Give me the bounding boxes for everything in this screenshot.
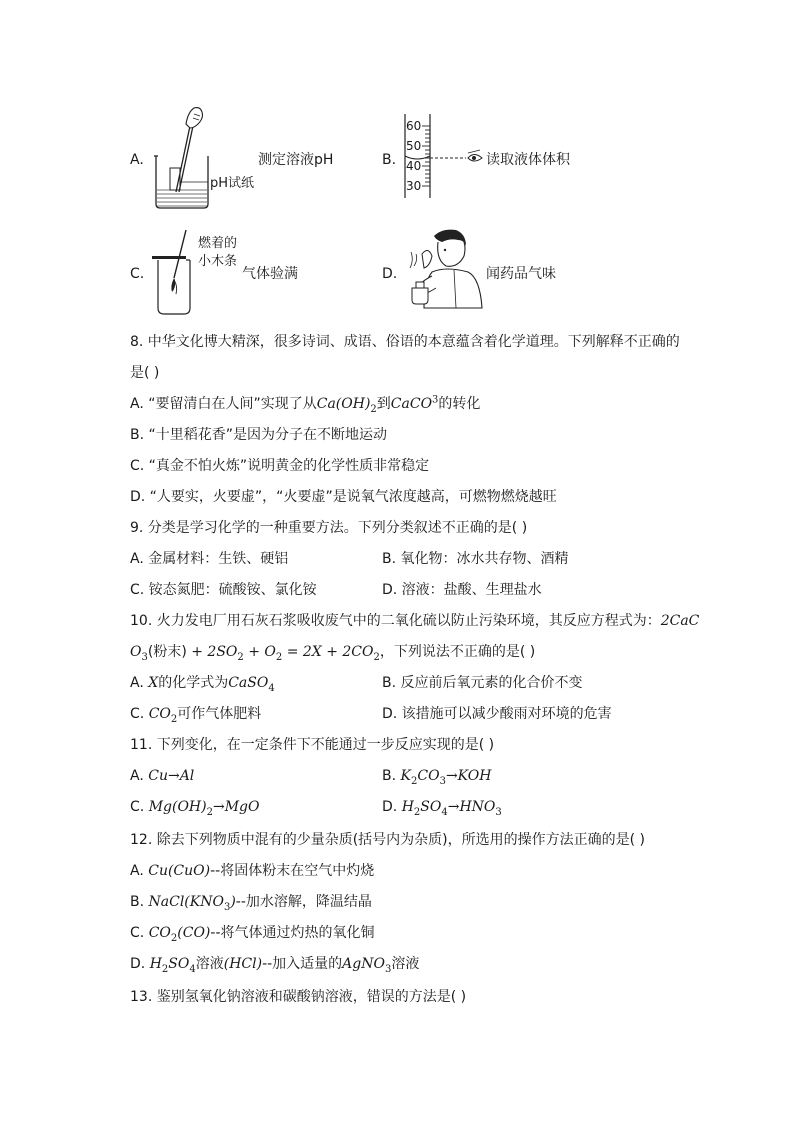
q10-option-c: C. $CO_2$可作气体肥料 [130, 706, 262, 725]
q10-stem-1: 10. 火力发电厂用石灰石浆吸收废气中的二氧化硫以防止污染环境，其反应方程式为：2CaC [130, 613, 700, 629]
option-b-caption: 读取液体体积 [486, 152, 570, 168]
q10-option-d: D. 该措施可以减少酸雨对环境的危害 [382, 706, 612, 722]
q11-stem: 11. 下列变化，在一定条件下不能通过一步反应实现的是( ) [130, 737, 495, 753]
q8-stem-1: 8. 中华文化博大精深，很多诗词、成语、俗语的本意蕴含着化学道理。下列解释不正确的 [130, 334, 680, 350]
q11-option-d: D. $H_2SO_4\to HNO_3$ [382, 799, 502, 818]
q9-option-b: B. 氧化物：冰水共存物、酒精 [382, 551, 569, 567]
option-a-caption: 测定溶液pH [258, 152, 334, 168]
q10-stem-2: $O_3$(粉末) + $2SO_2 + O_2 = 2X + 2CO_2$，下列说法不正确的是( ) [130, 644, 536, 663]
q12-stem: 12. 除去下列物质中混有的少量杂质(括号内为杂质)，所选用的操作方法正确的是( ) [130, 832, 646, 848]
option-b-letter: B. [382, 152, 397, 168]
ph-test-figure [150, 104, 260, 214]
q10-option-b: B. 反应前后氧元素的化合价不变 [382, 675, 583, 691]
q12-option-c: C. $CO_2(CO)--$将气体通过灼热的氧化铜 [130, 925, 375, 944]
burning-stick-label-1: 燃着的 [198, 236, 238, 251]
q8-option-a: A. “要留清白在人间”实现了从$Ca(OH)_2$到CaCO$^3$的转化 [130, 394, 481, 415]
option-d-letter: D. [382, 266, 398, 282]
option-d-caption: 闻药品气味 [486, 266, 556, 282]
q12-option-b: B. $NaCl(KNO_3)--$加水溶解，降温结晶 [130, 894, 372, 913]
option-c-letter: C. [130, 266, 145, 282]
q13-stem: 13. 鉴别氢氧化钠溶液和碳酸钠溶液，错误的方法是( ) [130, 989, 467, 1005]
q12-option-a: A. Cu(CuO)--将固体粉末在空气中灼烧 [130, 863, 375, 879]
tick-40: 40 [406, 159, 422, 173]
q8-stem-2: 是( ) [130, 365, 160, 381]
tick-60: 60 [406, 119, 422, 133]
q9-option-a: A. 金属材料：生铁、硬铝 [130, 551, 289, 567]
q8-option-b: B. “十里稻花香”是因为分子在不断地运动 [130, 427, 388, 443]
tick-30: 30 [406, 179, 422, 193]
q9-option-d: D. 溶液：盐酸、生理盐水 [382, 582, 542, 598]
option-a-letter: A. [130, 152, 144, 168]
q8-option-c: C. “真金不怕火炼”说明黄金的化学性质非常稳定 [130, 458, 430, 474]
tick-50: 50 [406, 139, 422, 153]
smelling-boy-figure [402, 226, 486, 310]
ph-paper-label: pH试纸 [210, 176, 255, 191]
q9-stem: 9. 分类是学习化学的一种重要方法。下列分类叙述不正确的是( ) [130, 520, 528, 536]
q10-option-a: A. X的化学式为CaSO$_4$ [130, 675, 275, 694]
q11-option-a: A. Cu→Al [130, 768, 195, 784]
burning-stick-label-2: 小木条 [198, 254, 238, 269]
q12-option-d: D. $H_2SO_4$溶液(HCl)--加入适量的AgNO$_3$溶液 [130, 956, 420, 975]
option-c-caption: 气体验满 [242, 266, 298, 282]
q11-option-b: B. $K_2CO_3\to KOH$ [382, 768, 492, 787]
q9-option-c: C. 铵态氮肥：硫酸铵、氯化铵 [130, 582, 317, 598]
q8-option-d: D. “人要实，火要虚”，“火要虚”是说氧气浓度越高，可燃物燃烧越旺 [130, 489, 557, 505]
q11-option-c: C. $Mg(OH)_2\to MgO$ [130, 799, 260, 818]
